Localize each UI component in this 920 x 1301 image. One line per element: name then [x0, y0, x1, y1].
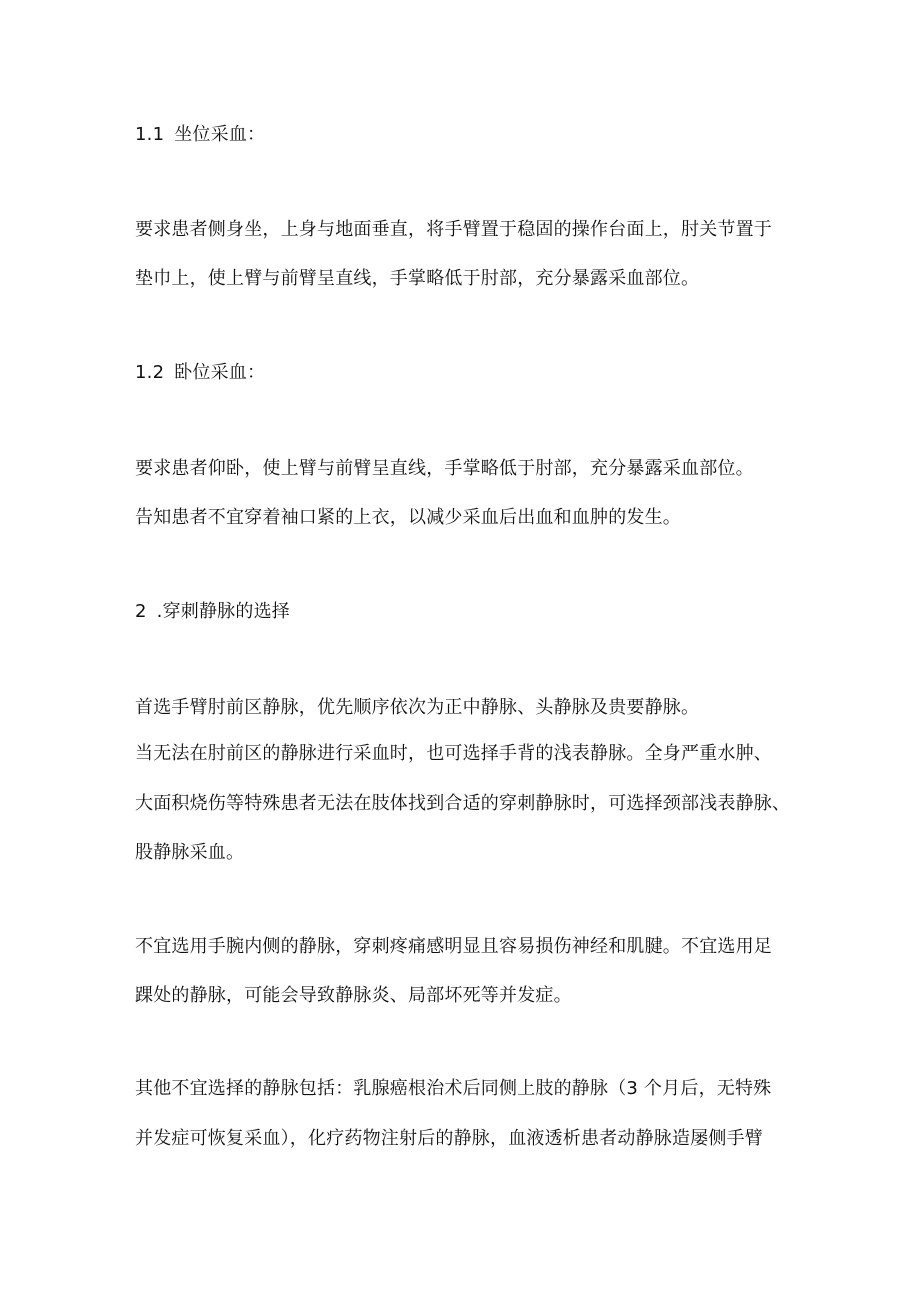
- paragraph-line: 首选手臂肘前区静脉，优先顺序依次为正中静脉、头静脉及贵要静脉。: [135, 697, 700, 718]
- section-number: 1.2: [135, 362, 165, 383]
- section-number: 1.1: [135, 124, 165, 145]
- paragraph-line: 股静脉采血。: [135, 842, 245, 863]
- paragraph-line: 其他不宜选择的静脉包括：乳腺癌根治术后同侧上肢的静脉（3 个月后，无特殊: [135, 1078, 772, 1099]
- paragraph-line: 并发症可恢复采血），化疗药物注射后的静脉，血液透析患者动静脉造屡侧手臂: [135, 1128, 763, 1149]
- section-heading-1-1: [135, 124, 265, 146]
- section-title: 卧位采血：: [174, 362, 266, 383]
- paragraph-line: 垫巾上，使上臂与前臂呈直线，手掌略低于肘部，充分暴露采血部位。: [135, 268, 700, 289]
- paragraph-line: 当无法在肘前区的静脉进行采血时，也可选择手背的浅表静脉。全身严重水肿、: [135, 743, 772, 764]
- paragraph-line: 踝处的静脉，可能会导致静脉炎、局部坏死等并发症。: [135, 985, 572, 1006]
- section-heading-1-2: [135, 362, 265, 384]
- paragraph-line: 要求患者仰卧，使上臂与前臂呈直线，手掌略低于肘部，充分暴露采血部位。: [135, 458, 754, 479]
- paragraph-line: 要求患者侧身坐，上身与地面垂直，将手臂置于稳固的操作台面上，肘关节置于: [135, 219, 772, 240]
- paragraph-line: 大面积烧伤等特殊患者无法在肢体找到合适的穿刺静脉时，可选择颈部浅表静脉、: [135, 793, 791, 814]
- section-number: 2: [135, 601, 147, 622]
- paragraph-line: 告知患者不宜穿着袖口紧的上衣，以减少采血后出血和血肿的发生。: [135, 507, 681, 528]
- section-title: 坐位采血：: [174, 124, 266, 145]
- paragraph-line: 不宜选用手腕内侧的静脉，穿刺疼痛感明显且容易损伤神经和肌腱。不宜选用足: [135, 936, 772, 957]
- section-title: .穿刺静脉的选择: [156, 601, 290, 622]
- section-heading-2: [135, 601, 290, 623]
